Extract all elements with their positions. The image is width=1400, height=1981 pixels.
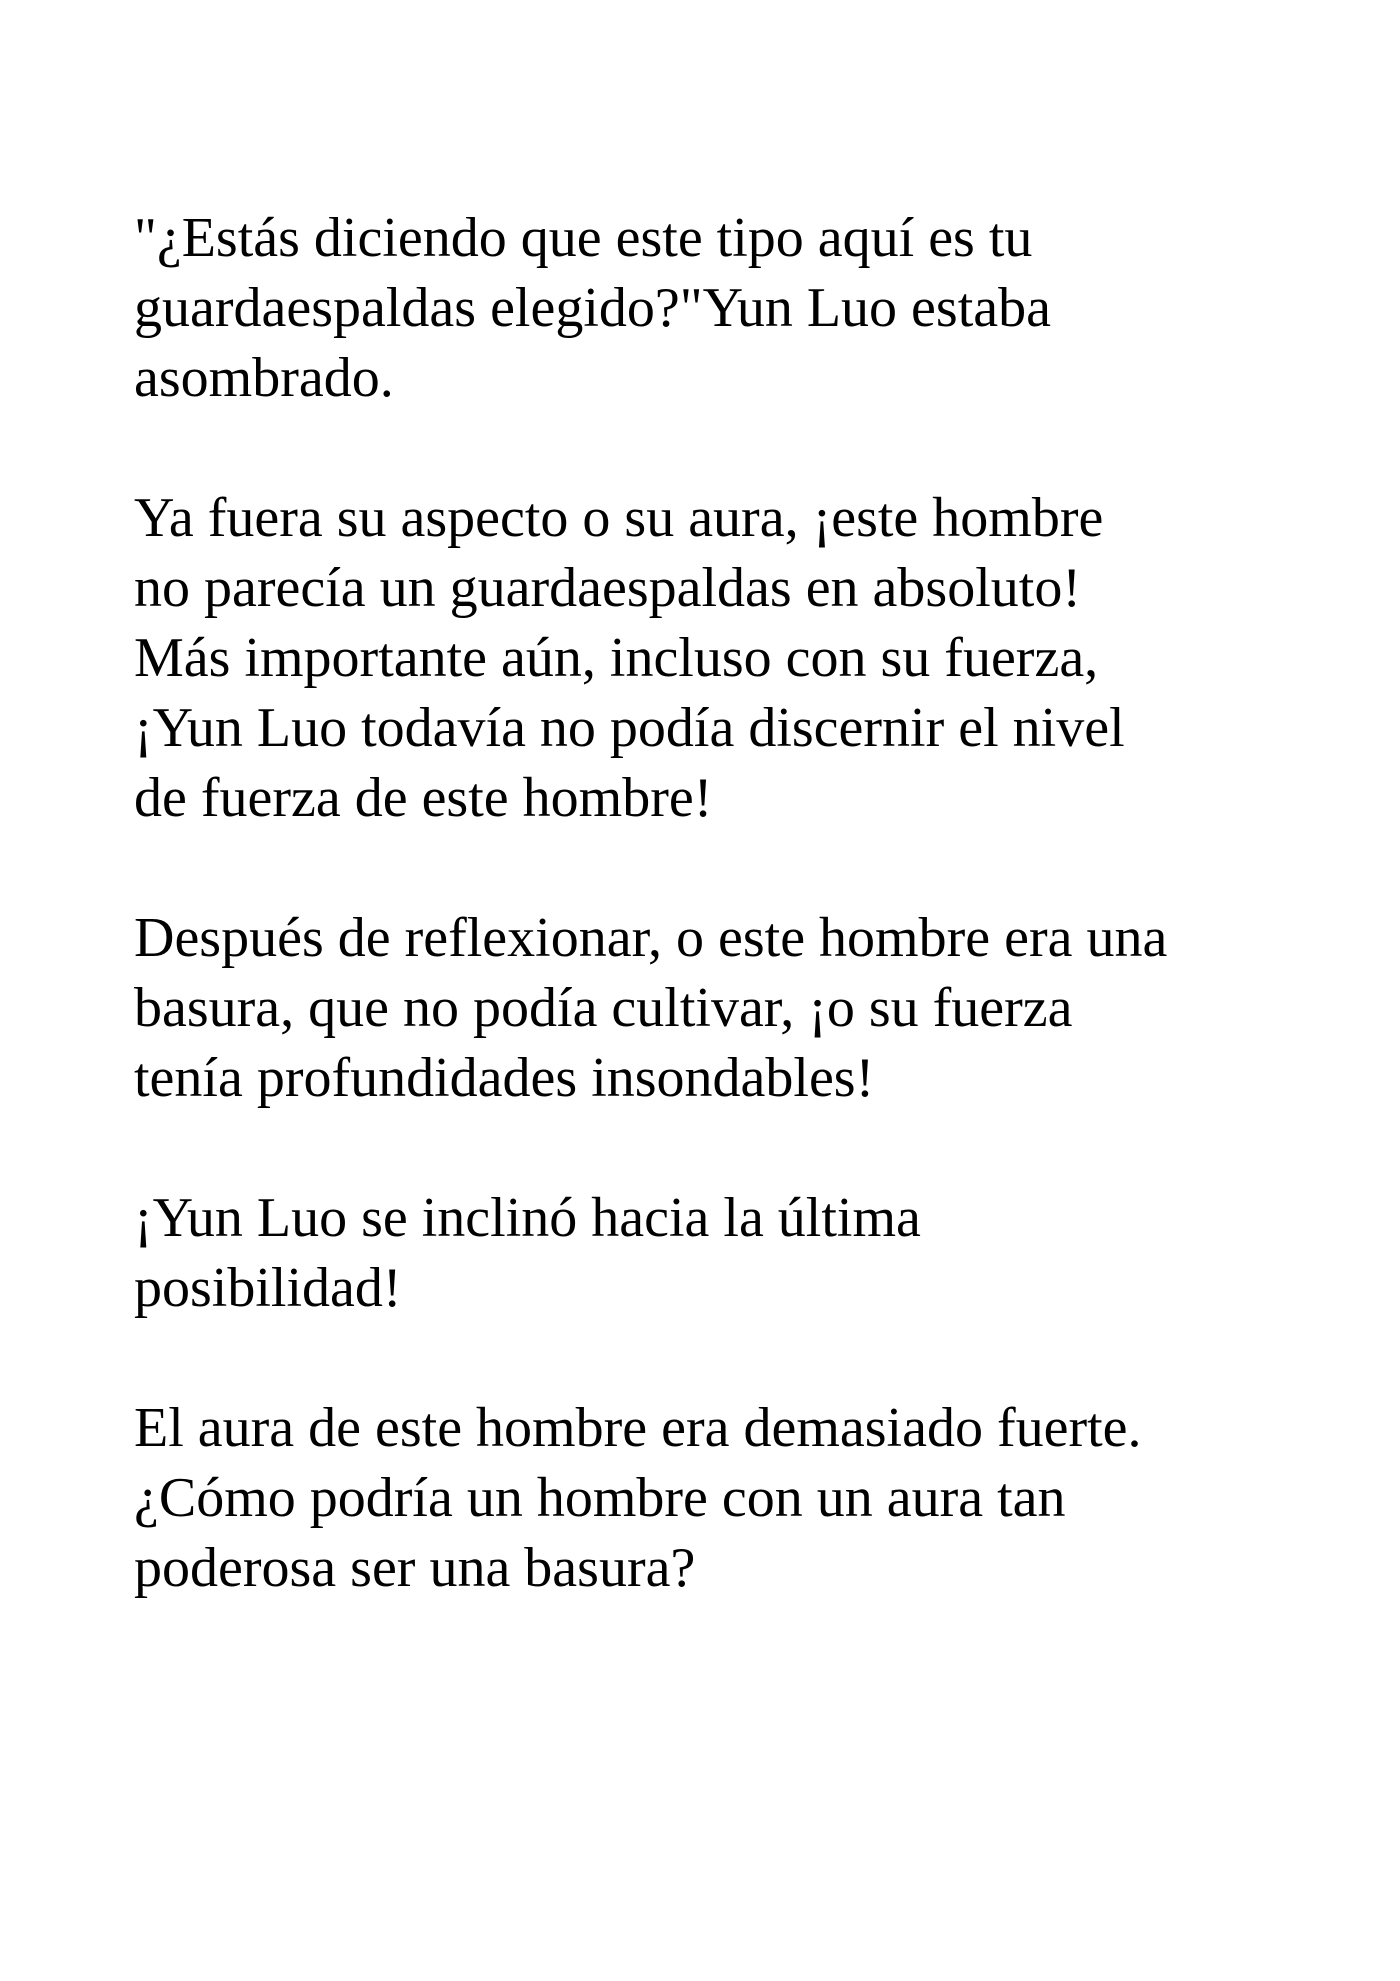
text-line: Más importante aún, incluso con su fuerza, [134, 627, 1099, 689]
text-line: poderosa ser una basura? [134, 1537, 696, 1599]
text-line: ¿Cómo podría un hombre con un aura tan [134, 1467, 1066, 1529]
paragraph-4 [134, 1183, 1334, 1323]
text-line: de fuerza de este hombre! [134, 767, 713, 829]
text-line: asombrado. [134, 347, 394, 409]
text-line: El aura de este hombre era demasiado fuerte. [134, 1397, 1142, 1459]
text-line: tenía profundidades insondables! [134, 1047, 875, 1109]
text-line: posibilidad! [134, 1257, 402, 1319]
document-body [134, 203, 1334, 1673]
text-line: ¡Yun Luo se inclinó hacia la última [134, 1187, 921, 1249]
text-line: ¡Yun Luo todavía no podía discernir el nivel [134, 697, 1125, 759]
text-line: basura, que no podía cultivar, ¡o su fuerza [134, 977, 1073, 1039]
text-line: guardaespaldas elegido?"Yun Luo estaba [134, 277, 1051, 339]
paragraph-1 [134, 203, 1334, 413]
paragraph-5 [134, 1393, 1334, 1603]
text-line: Ya fuera su aspecto o su aura, ¡este hombre [134, 487, 1104, 549]
paragraph-3 [134, 903, 1334, 1113]
text-line: Después de reflexionar, o este hombre era una [134, 907, 1168, 969]
text-line: no parecía un guardaespaldas en absoluto! [134, 557, 1081, 619]
text-line: "¿Estás diciendo que este tipo aquí es tu [134, 207, 1033, 269]
paragraph-2 [134, 483, 1334, 833]
